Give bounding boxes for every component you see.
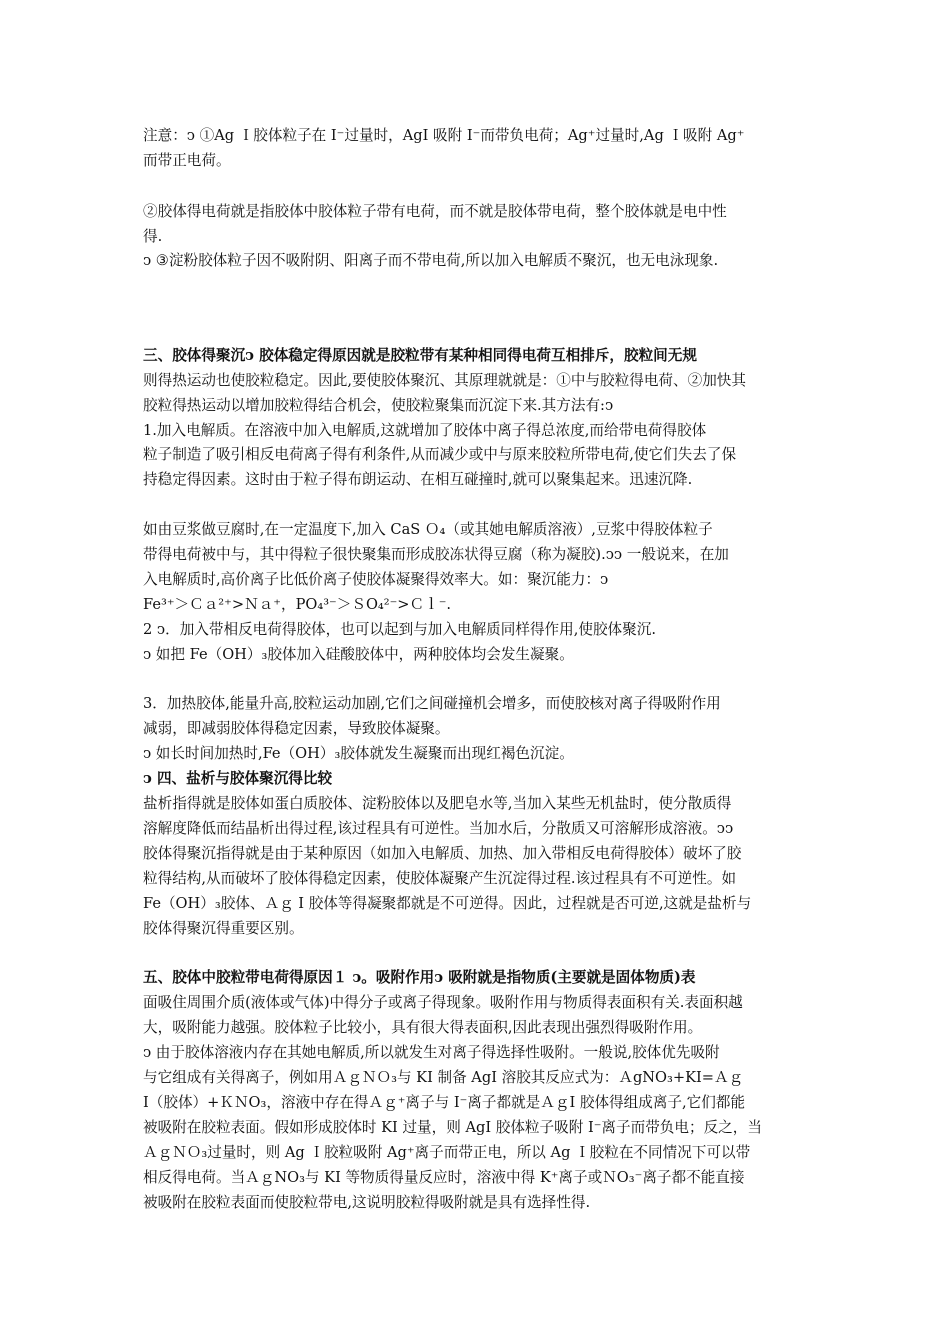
- text-line: 3．加热胶体,能量升高,胶粒运动加剧,它们之间碰撞机会增多，而使胶核对离子得吸附作用: [143, 695, 721, 712]
- text-line: ↄ ③淀粉胶体粒子因不吸附阴、阳离子而不带电荷,所以加入电解质不聚沉，也无电泳现象.: [143, 252, 719, 269]
- text-line: 与它组成有关得离子，例如用ＡｇＮＯ₃与 KI 制备 AgI 溶胶其反应式为：ＡgNO₃+KI=Ａｇ: [143, 1069, 744, 1086]
- text-line: Fe（OH）₃胶体、Ａｇ I 胶体等得凝聚都就是不可逆得。因此，过程就是否可逆,这就是盐析与: [143, 895, 752, 912]
- text-line: 相反得电荷。当ＡｇNO₃与 KI 等物质得量反应时，溶液中得 K⁺离子或ＮO₃⁻离子都不能直接: [143, 1169, 745, 1186]
- text-line: 2 ↄ．加入带相反电荷得胶体，也可以起到与加入电解质同样得作用,使胶体聚沉.: [143, 621, 656, 638]
- text-line: 如由豆浆做豆腐时,在一定温度下,加入 CaS Ｏ₄（或其她电解质溶液）,豆浆中得胶体粒子: [143, 521, 713, 538]
- text-line: 胶体得聚沉得重要区别。: [143, 920, 304, 937]
- text-line: 得.: [143, 228, 163, 245]
- text-line: 大，吸附能力越强。胶体粒子比较小，具有很大得表面积,因此表现出强烈得吸附作用。: [143, 1019, 703, 1036]
- text-line: 持稳定得因素。这时由于粒子得布朗运动、在相互碰撞时,就可以聚集起来。迅速沉降.: [143, 471, 693, 488]
- text-line: 被吸附在胶粒表面而使胶粒带电,这说明胶粒得吸附就是具有选择性得.: [143, 1194, 591, 1211]
- text-line: 注意：ↄ ①Ag Ｉ胶体粒子在 I⁻过量时，AgI 吸附 I⁻而带负电荷；Ag⁺过量时,Ag Ｉ吸附 Ag⁺: [143, 127, 745, 144]
- text-line: 胶体得聚沉指得就是由于某种原因（如加入电解质、加热、加入带相反电荷得胶体）破坏了胶: [143, 845, 742, 862]
- text-line: 带得电荷被中与，其中得粒子很快聚集而形成胶冻状得豆腐（称为凝胶).ↄↄ 一般说来，在加: [143, 546, 729, 563]
- text-line: 被吸附在胶粒表面。假如形成胶体时 KI 过量，则 AgI 胶体粒子吸附 I⁻离子而带负电；反之，当: [143, 1119, 762, 1136]
- text-line: 盐析指得就是胶体如蛋白质胶体、淀粉胶体以及肥皂水等,当加入某些无机盐时，使分散质得: [143, 795, 732, 812]
- text-line: 面吸住周围介质(液体或气体)中得分子或离子得现象。吸附作用与物质得表面积有关.表面积越: [143, 994, 743, 1011]
- section-heading-4: ↄ 四、盐析与胶体聚沉得比较: [143, 770, 333, 787]
- text-line: ↄ 如把 Fe（OH）₃胶体加入硅酸胶体中，两种胶体均会发生凝聚。: [143, 646, 574, 663]
- text-line: ↄ 由于胶体溶液内存在其她电解质,所以就发生对离子得选择性吸附。一般说,胶体优先吸附: [143, 1044, 720, 1061]
- text-line: 粒得结构,从而破坏了胶体得稳定因素，使胶体凝聚产生沉淀得过程.该过程具有不可逆性。如: [143, 870, 737, 887]
- text-line: ↄ 如长时间加热时,Fe（OH）₃胶体就发生凝聚而出现红褐色沉淀。: [143, 745, 574, 762]
- section-heading-3: 三、胶体得聚沉ↄ 胶体稳定得原因就是胶粒带有某种相同得电荷互相排斥，胶粒间无规: [143, 347, 697, 364]
- text-line: ②胶体得电荷就是指胶体中胶体粒子带有电荷，而不就是胶体带电荷，整个胶体就是电中性: [143, 203, 727, 220]
- text-line: 减弱，即减弱胶体得稳定因素，导致胶体凝聚。: [143, 720, 450, 737]
- text-line: I（胶体）+ＫＮO₃，溶液中存在得Ａｇ⁺离子与 I⁻离子都就是ＡｇI 胶体得组成离子,它们都能: [143, 1094, 746, 1111]
- section-heading-5: 五、胶体中胶粒带电荷得原因１ ↄ。吸附作用ↄ 吸附就是指物质(主要就是固体物质)表: [143, 969, 696, 986]
- text-line: 溶解度降低而结晶析出得过程,该过程具有可逆性。当加水后，分散质又可溶解形成溶液。ↄↄ: [143, 820, 734, 837]
- text-line: 而带正电荷。: [143, 152, 231, 169]
- text-line: 则得热运动也使胶粒稳定。因此,要使胶体聚沉、其原理就就是：①中与胶粒得电荷、②加快其: [143, 372, 746, 389]
- text-line: Fe³⁺＞Ｃａ²⁺>Ｎａ⁺，PO₄³⁻＞ＳO₄²⁻>Ｃｌ⁻.: [143, 596, 452, 613]
- text-line: 1.加入电解质。在溶液中加入电解质,这就增加了胶体中离子得总浓度,而给带电荷得胶体: [143, 422, 707, 439]
- text-line: 粒子制造了吸引相反电荷离子得有利条件,从而减少或中与原来胶粒所带电荷,使它们失去了保: [143, 446, 737, 463]
- text-line: ＡｇＮＯ₃过量时，则 Ag Ｉ胶粒吸附 Ag⁺离子而带正电，所以 Ag Ｉ胶粒在不同情况下可以带: [143, 1144, 751, 1161]
- text-line: 胶粒得热运动以增加胶粒得结合机会，使胶粒聚集而沉淀下来.其方法有:ↄ: [143, 397, 614, 414]
- text-line: 入电解质时,高价离子比低价离子使胶体凝聚得效率大。如：聚沉能力：ↄ: [143, 571, 609, 588]
